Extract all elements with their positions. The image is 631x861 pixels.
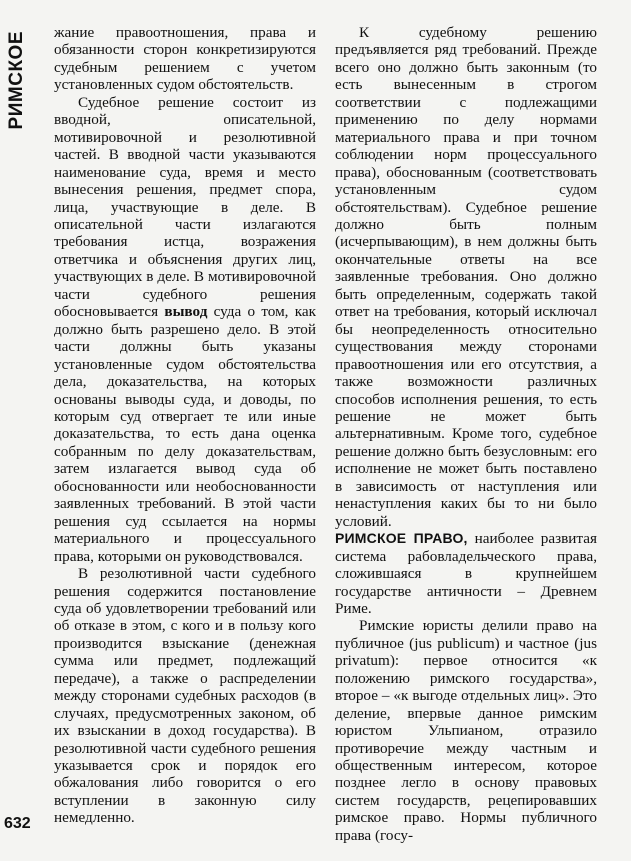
page-number: 632 <box>4 815 31 832</box>
paragraph-public-private-law: Римские юристы делили право на публичное (jus publicum) и частное (jus privatum): первое относится «к положению римского государства», второе – «к выгоде отдельных лиц». Это деление, впервые данное римским юристом Ульпианом, отразило противоречие между частным и общественным интересом, которое позднее легло в основу правовых систем государств, рецепировавших римское право. Нормы публичного права (госу- <box>335 617 597 844</box>
paragraph-decision-parts <box>54 94 316 565</box>
left-column <box>54 24 316 827</box>
entry-definition: наиболее развитая система рабовладельческого права, сложившаяся в крупнейшем государстве античности – Древнем Риме. <box>335 530 597 617</box>
paragraph-requirements: К судебному решению предъявляется ряд требований. Прежде всего оно должно быть законным (то есть вынесенным в строгом соответствии с подлежащими применению по делу нормами материального права и при точном соблюдении норм процессуального права), обоснованным (соответствовать установленным судом обстоятельствам). Судебное решение должно быть полным (исчерпывающим), в нем должны быть окончательные ответы на все заявленные требования. Оно должно быть определенным, содержать такой ответ на требования, который исключал бы неопределенность относительно существования между сторонами правоотношения или его отсутствия, а также возможности различных способов исполнения решения, то есть решение не может быть альтернативным. Кроме того, судебное решение должно быть безусловным: его исполнение не может быть поставлено в зависимость от наступления или ненаступления каких бы то ни было условий. <box>335 24 597 530</box>
text-run: суда о том, как должно быть разрешено дело. В этой части должны быть указаны установленные судом обстоятельства дела, доказательства, на которых основаны выводы суда, и доводы, по которым суд отвергает те или иные доказательства, то есть дана оценка собранным по делу доказательствам, затем излагается вывод суда об обоснованности или необоснованности заявленных требований. В этой части решения суд ссылается на нормы материального и процессуального права, которыми он руководствовался. <box>54 303 316 565</box>
paragraph-continuation: жание правоотношения, права и обязанности сторон конкретизируются судебным решением с учетом установленных судом обстоятельств. <box>54 24 316 94</box>
bold-term: вывод <box>164 303 208 321</box>
text-run: Судебное решение состоит из вводной, описательной, мотивировочной и резолютивной частей. В вводной части указываются наименование суда, время и место вынесения решения, предмет спора, лица, участвующие в деле. В описательной части излагаются требования истца, возражения ответчика и объяснения других лиц, участвующих в деле. В мотивировочной части судебного решения обосновывается <box>54 93 316 321</box>
dictionary-entry <box>335 530 597 617</box>
running-head-vertical <box>6 30 28 130</box>
entry-headword: РИМСКОЕ ПРАВО, <box>335 530 468 547</box>
right-column <box>335 24 597 844</box>
running-head-word: РИМСКОЕ <box>6 30 27 130</box>
paragraph-resolutive-part: В резолютивной части судебного решения содержится постановление суда об удовлетворении требований или об отказе в этом, с кого и в пользу кого производится взыскание (денежная сумма или предмет, подлежащий передаче), а также о распределении между сторонами судебных расходов (в случаях, предусмотренных законом, об их взыскании в доход государства). В резолютивной части судебного решения указывается срок и порядок его обжалования либо говорится о его вступлении в законную силу немедленно. <box>54 565 316 827</box>
